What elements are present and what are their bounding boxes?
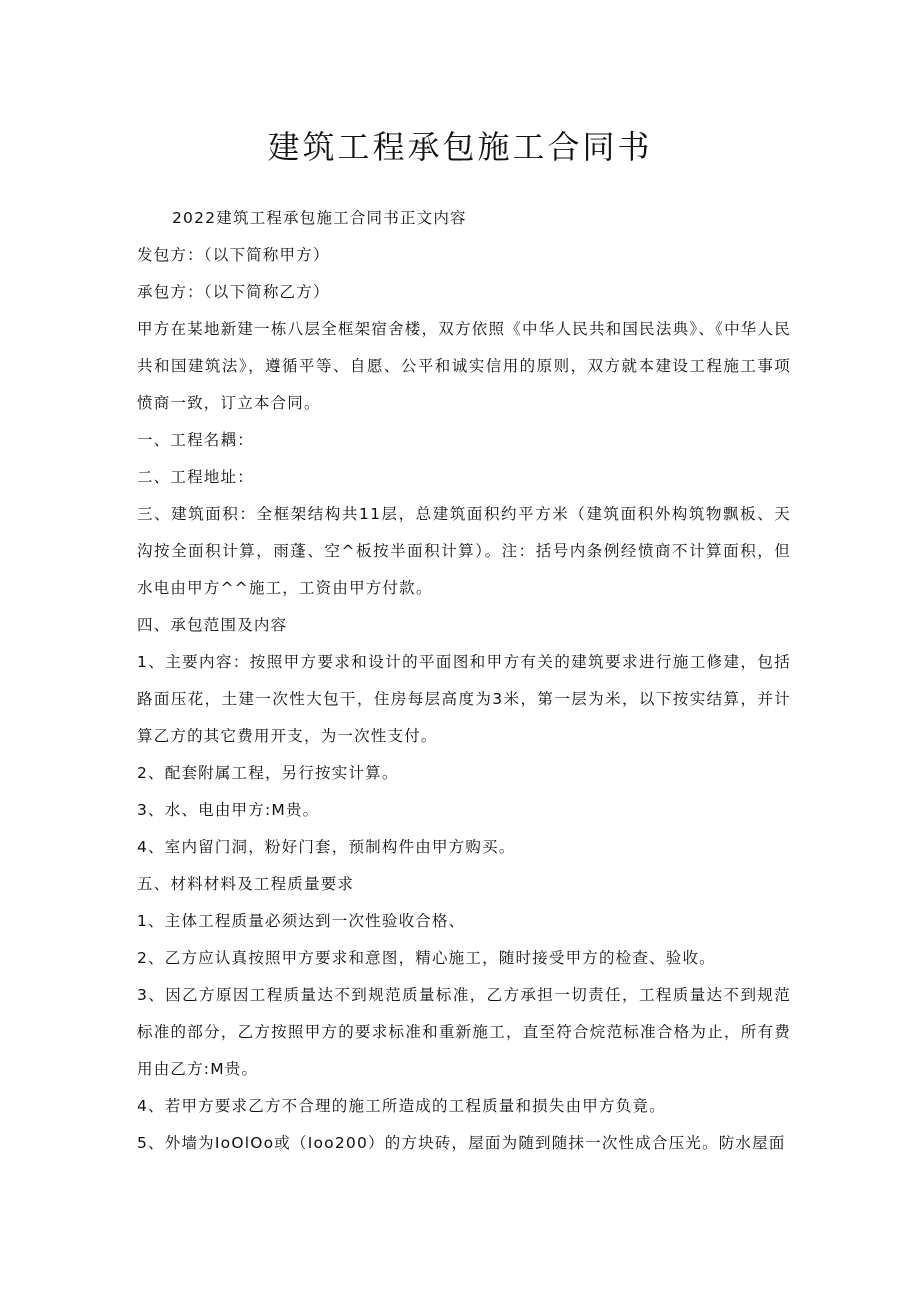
clause-quality-1: 1、主体工程质量必须达到一次性验收合格、 [137, 912, 466, 930]
clause-quality-2: 2、乙方应认真按照甲方要求和意图，精心施工，随时接受甲方的检查、验收。 [137, 949, 716, 967]
paragraph-contractor: 承包方：（以下简称乙方） [137, 283, 330, 301]
clause-scope-2: 2、配套附属工程，另行按实计算。 [137, 764, 399, 782]
section-heading-quality: 五、材料材料及工程质量要求 [137, 875, 355, 893]
clause-quality-5: 5、外墙为IoOlOo或（Ioo200）的方块砖，屋面为随到随抹一次性成合压光。防水屋面 [137, 1134, 786, 1152]
section-heading-project-name: 一、工程名耦： [137, 431, 254, 449]
clause-quality-4: 4、若甲方要求乙方不合理的施工所造成的工程质量和损失由甲方负竟。 [137, 1097, 666, 1115]
clause-scope-4: 4、室内留门洞，粉好门套，预制构件由甲方购买。 [137, 838, 516, 856]
clause-quality-3: 3、因乙方原因工程质量达不到规范质量标准，乙方承担一切责任，工程质量达不到规范标准的部分，乙方按照甲方的要求标准和重新施工，直至符合烷范标准合格为止，所有费用由乙方:M贵。 [137, 986, 791, 1078]
paragraph-preamble: 甲方在某地新建一栋八层全框架宿舍楼，双方依照《中华人民共和国民法典》、《中华人民共和国建筑法》，遵循平等、自愿、公平和诚实信用的原则，双方就本建设工程施工事项愤商一致，订立本合同。 [137, 320, 791, 412]
document-body [137, 200, 791, 1162]
clause-scope-1: 1、主要内容：按照甲方要求和设计的平面图和甲方有关的建筑要求进行施工修建，包括路面压花，土建一次性大包干，住房每层高度为3米，第一层为米，以下按实结算，并计算乙方的其它费用开支，为一次性支付。 [137, 653, 791, 745]
paragraph-employer: 发包方：（以下简称甲方） [137, 246, 330, 264]
document-title: 建筑工程承包施工合同书 [267, 128, 653, 166]
section-building-area: 三、建筑面积：全框架结构共11层，总建筑面积约平方米（建筑面积外构筑物飘板、天沟按全面积计算，雨蓬、空^板按半面积计算）。注：括号内条例经愤商不计算面积，但水电由甲方^^施工，工资由甲方付款。 [137, 505, 791, 597]
clause-scope-3: 3、水、电由甲方:M贵。 [137, 801, 320, 819]
section-heading-scope: 四、承包范围及内容 [137, 616, 288, 634]
section-heading-project-address: 二、工程地址： [137, 468, 254, 486]
document-subtitle: 2022建筑工程承包施工合同书正文内容 [172, 209, 467, 227]
